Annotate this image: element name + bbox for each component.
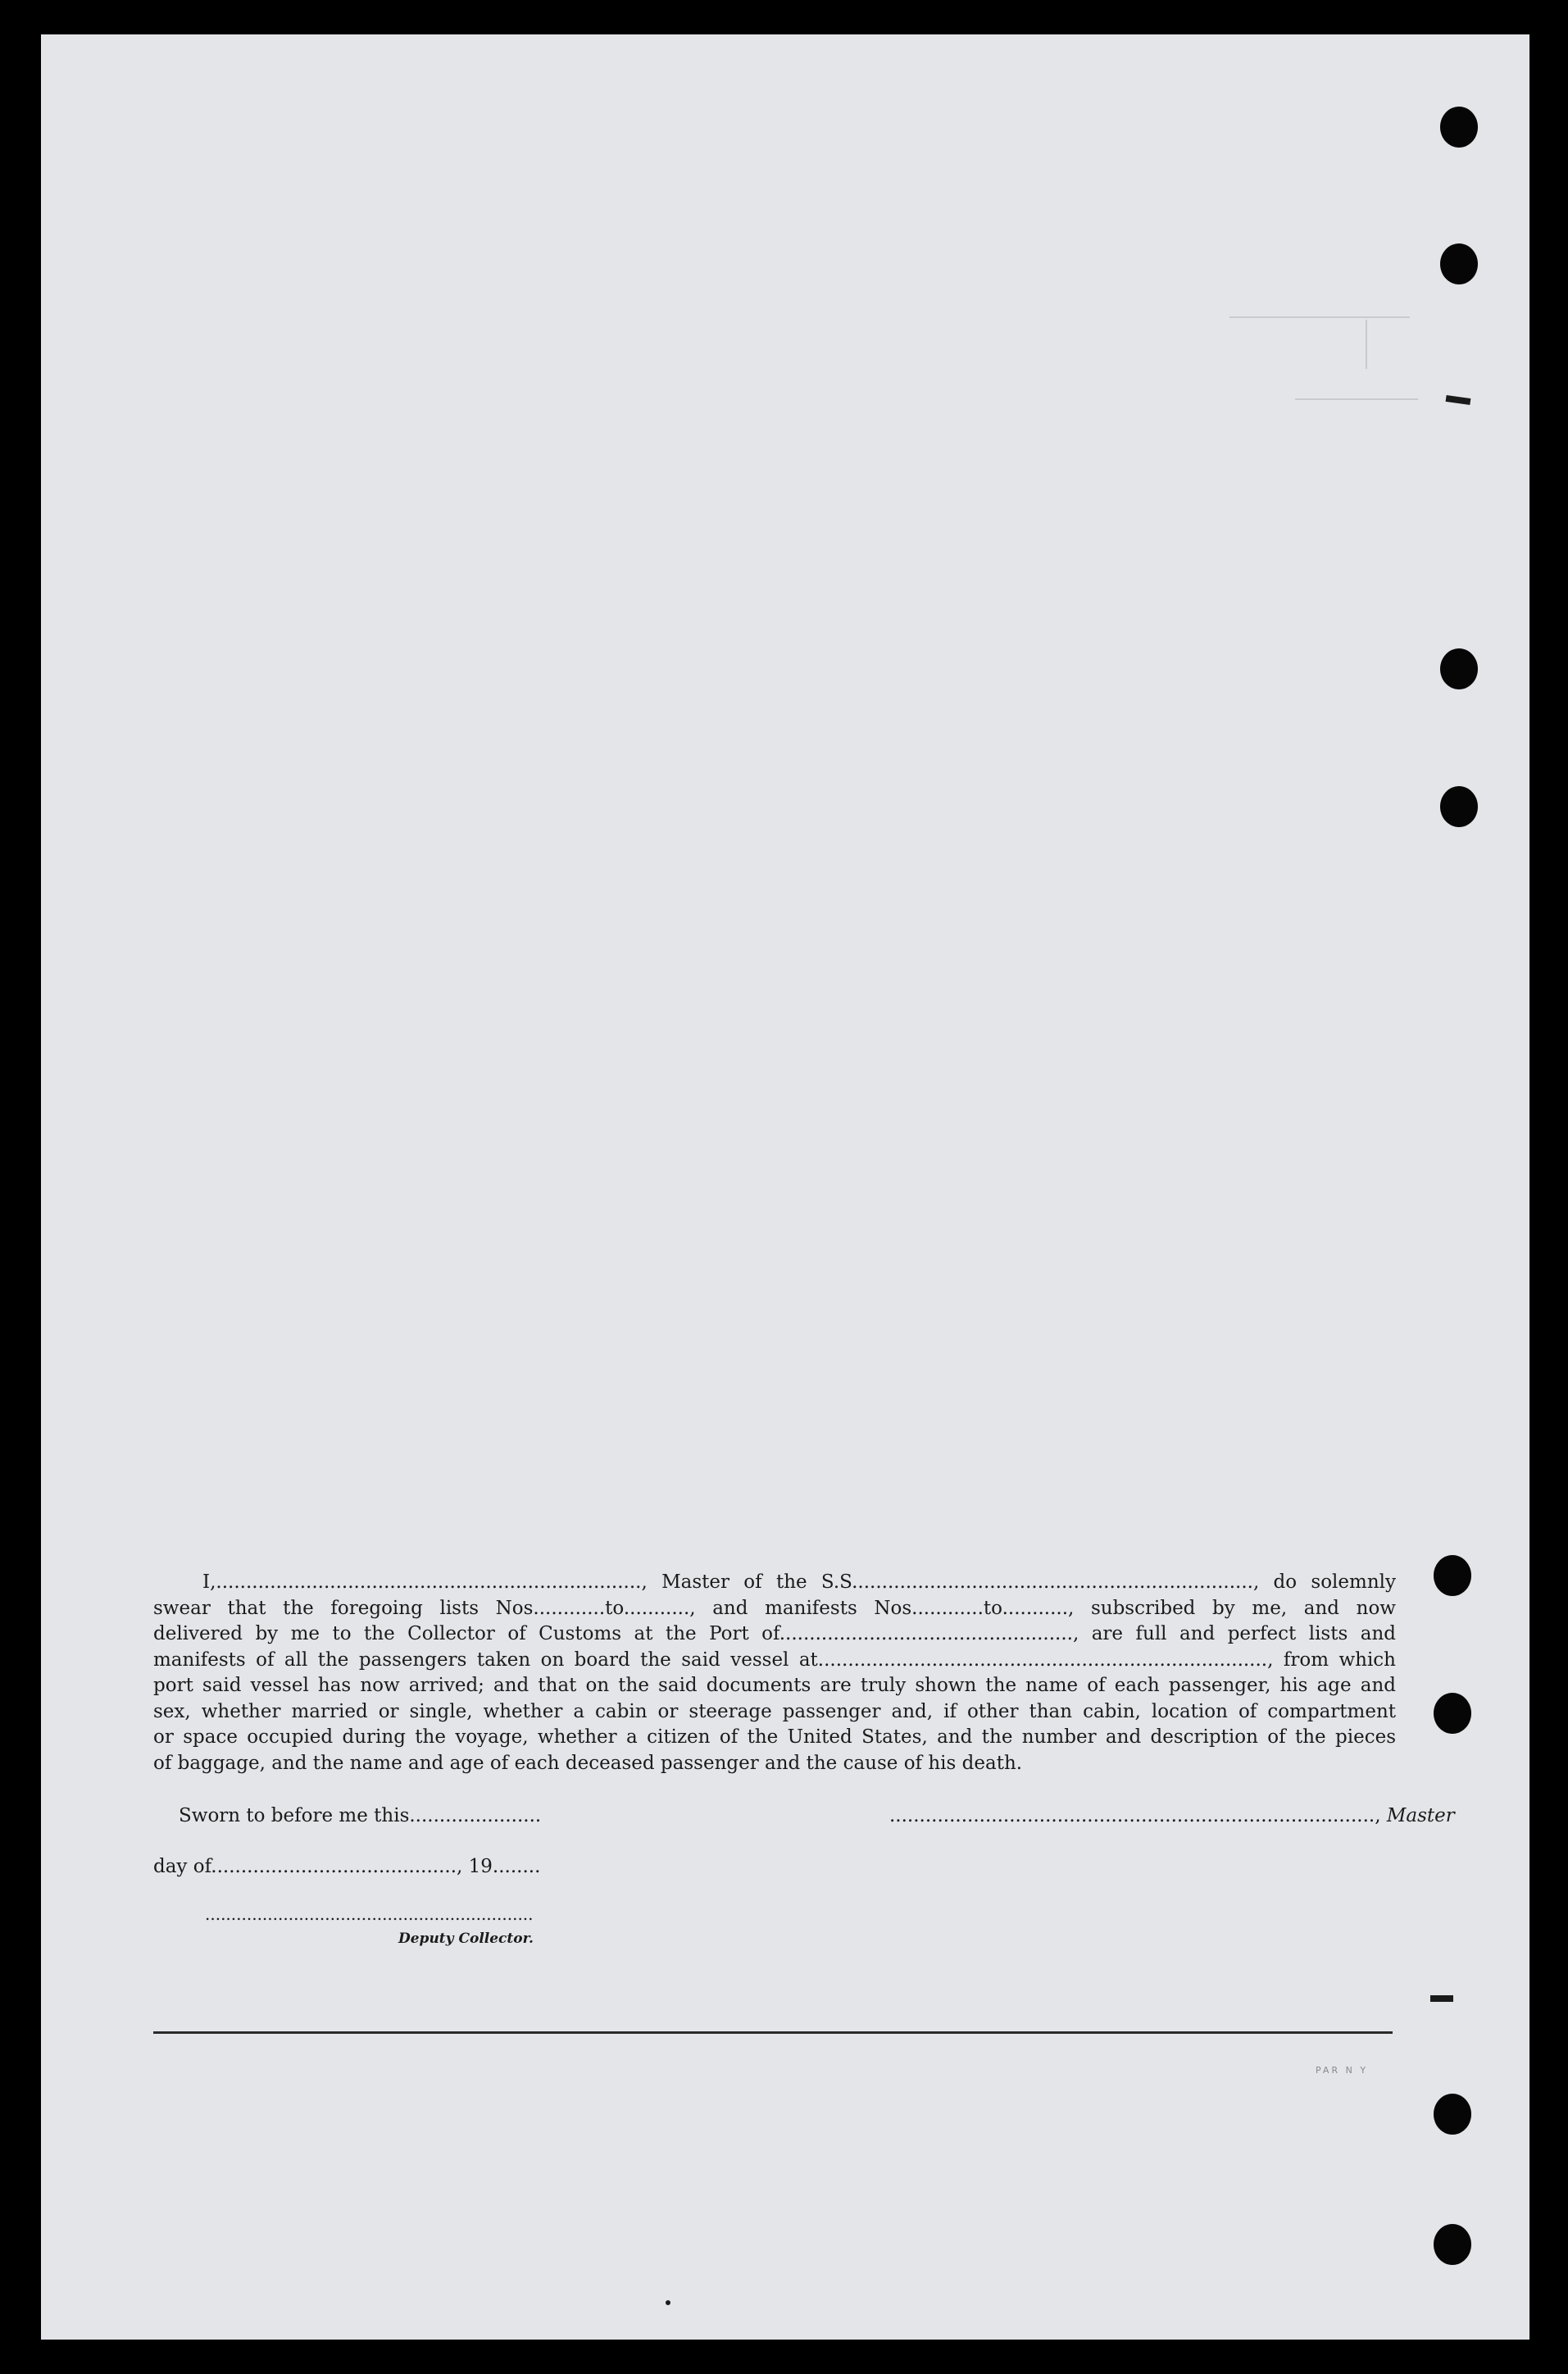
punch-hole <box>1434 2094 1471 2135</box>
faint-bleed-line <box>1295 398 1418 400</box>
day-of-line: day of........................................., 19........ <box>153 1856 541 1877</box>
bottom-rule <box>153 2031 1393 2034</box>
printer-mark: PAR N Y <box>1316 2065 1369 2076</box>
oath-line: I,......................................................................., Master of the S.S..................................................................., do solemnly <box>202 1571 1396 1593</box>
oath-line: port said vessel has now arrived; and that on the said documents are truly shown the name of each passenger, his age and <box>153 1675 1396 1696</box>
master-label: Master <box>1386 1805 1455 1826</box>
oath-line: or space occupied during the voyage, whether a citizen of the United States, and the number and description of the pieces <box>153 1726 1396 1748</box>
oath-line: manifests of all the passengers taken on board the said vessel at..........................................................................., from which <box>153 1649 1396 1671</box>
deputy-dots: ............................................................... <box>205 1904 534 1924</box>
punch-hole <box>1440 786 1478 827</box>
punch-hole <box>1434 1555 1471 1596</box>
scan-mark <box>1430 1995 1453 2002</box>
punch-hole <box>1434 2224 1471 2265</box>
oath-line: delivered by me to the Collector of Customs at the Port of................................................., are full and perfect lists and <box>153 1623 1396 1644</box>
deputy-collector-label: Deputy Collector. <box>398 1931 534 1947</box>
punch-hole <box>1434 1693 1471 1734</box>
master-oath-paragraph <box>153 1570 1396 1776</box>
master-signature-line <box>889 1805 1455 1826</box>
oath-line: swear that the foregoing lists Nos............to..........., and manifests Nos............to..........., subscribed by me, and now <box>153 1597 1396 1619</box>
sworn-line: Sworn to before me this...................... <box>179 1805 542 1826</box>
document-page <box>41 34 1529 2340</box>
oath-last-line: of baggage, and the name and age of each deceased passenger and the cause of his death. <box>153 1752 1023 1774</box>
punch-hole <box>1440 648 1478 689</box>
oath-line: sex, whether married or single, whether a cabin or steerage passenger and, if other than cabin, location of compartment <box>153 1700 1396 1722</box>
faint-bleed-line <box>1229 316 1410 318</box>
faint-bleed-line <box>1366 320 1367 369</box>
punch-hole <box>1440 107 1478 148</box>
punch-hole <box>1440 243 1478 284</box>
master-dots: ................................................................................., <box>889 1805 1381 1826</box>
scan-mark <box>666 2300 670 2305</box>
